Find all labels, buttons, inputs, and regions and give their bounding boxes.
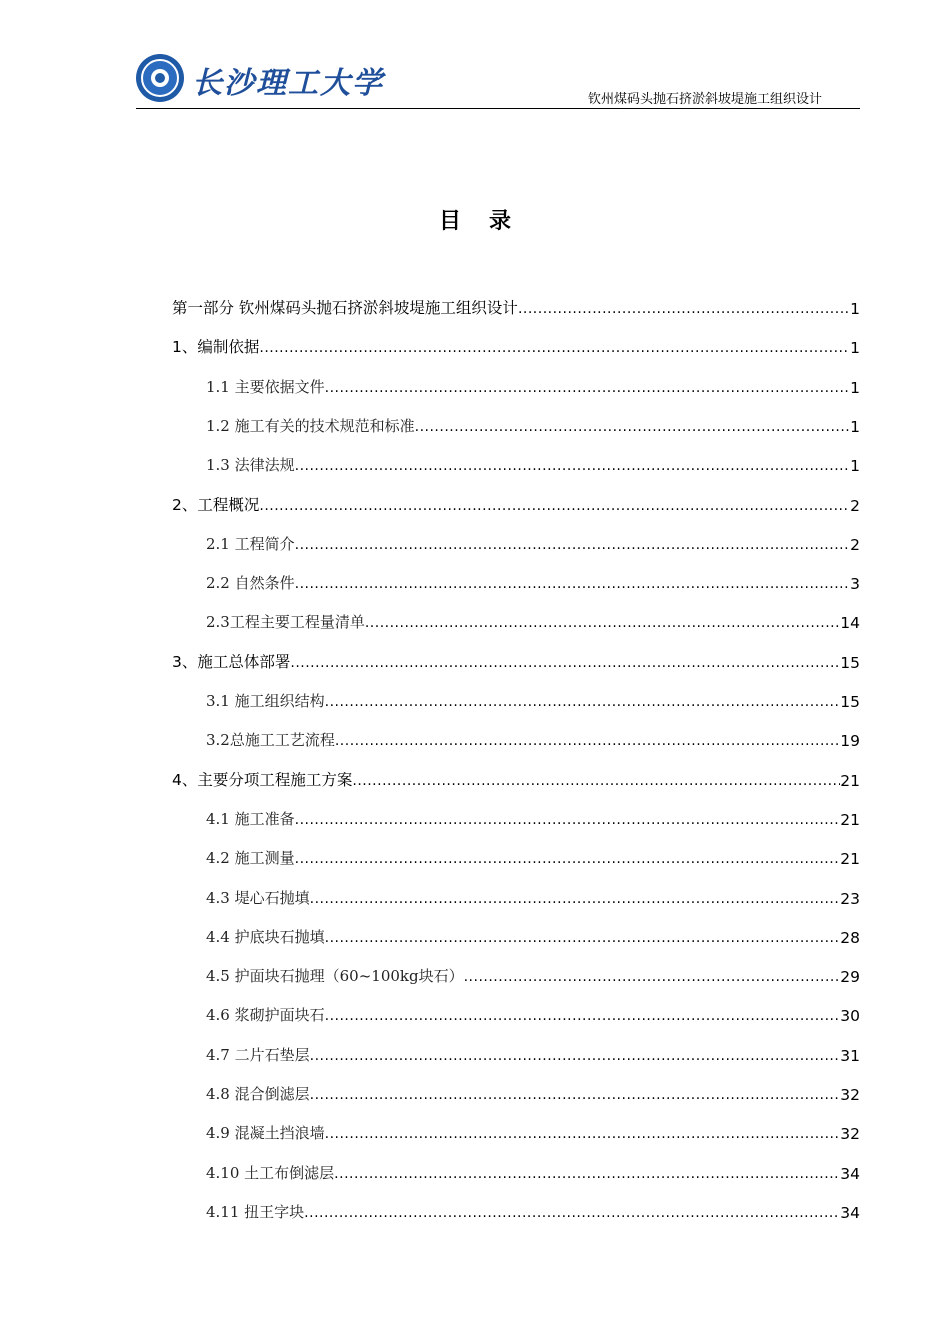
toc-entry-page: 1 (850, 457, 860, 476)
toc-entry[interactable] (206, 923, 860, 947)
toc-entry-label: 4、主要分项工程施工方案 (172, 770, 353, 789)
toc-entry-label: 2、工程概况 (172, 495, 260, 514)
toc-entry[interactable] (206, 1198, 860, 1222)
toc-dot-leader (365, 615, 840, 632)
document-header-title: 钦州煤码头抛石挤淤斜坡堤施工组织设计 (587, 92, 822, 107)
toc-entry[interactable] (172, 766, 860, 790)
toc-dot-leader (518, 301, 850, 318)
toc-entry-page: 23 (840, 889, 860, 908)
toc-heading-char-1: 目 (438, 209, 461, 234)
toc-entry-page: 31 (840, 1046, 860, 1065)
toc-entry-label: 4.9 混凝土挡浪墙 (206, 1124, 325, 1143)
toc-entry-label: 4.8 混合倒滤层 (206, 1085, 310, 1103)
toc-entry-label: 3.2总施工工艺流程 (206, 731, 335, 750)
page-header (136, 52, 860, 109)
toc-entry[interactable] (206, 1080, 860, 1104)
toc-dot-leader (310, 1087, 841, 1104)
toc-entry-label: 4.4 护底块石抛填 (206, 927, 325, 946)
toc-heading (0, 204, 950, 235)
toc-entry-label: 2.3工程主要工程量清单 (206, 613, 365, 632)
toc-dot-leader (335, 733, 840, 750)
toc-entry[interactable] (206, 1001, 860, 1025)
toc-dot-leader (325, 1008, 841, 1025)
toc-entry-label: 1、编制依据 (172, 338, 260, 357)
toc-entry-page: 15 (840, 653, 860, 672)
toc-entry-page: 15 (840, 693, 860, 711)
toc-entry-label: 1.2 施工有关的技术规范和标准 (206, 416, 415, 435)
toc-dot-leader (325, 930, 841, 947)
toc-entry-label: 4.7 二片石垫层 (206, 1045, 310, 1064)
toc-entry-page: 1 (850, 339, 860, 358)
toc-entry-label: 4.3 堤心石抛填 (206, 888, 310, 907)
toc-entry[interactable] (172, 294, 860, 318)
toc-entry-page: 19 (840, 732, 860, 751)
toc-entry[interactable] (172, 333, 860, 357)
toc-dot-leader (259, 340, 850, 357)
toc-entry[interactable] (206, 884, 860, 908)
toc-entry[interactable] (206, 687, 860, 711)
toc-entry-page: 1 (850, 378, 860, 397)
toc-entry-page: 28 (840, 928, 860, 947)
toc-entry[interactable] (206, 805, 860, 829)
toc-dot-leader (310, 1048, 841, 1065)
toc-entry-page: 21 (840, 771, 860, 790)
toc-entry[interactable] (206, 451, 860, 475)
toc-entry-label: 3、施工总体部署 (172, 652, 291, 671)
toc-entry[interactable] (206, 844, 860, 868)
toc-entry-page: 30 (840, 1007, 860, 1026)
toc-entry-label: 2.1 工程简介 (206, 534, 295, 553)
toc-entry-page: 34 (840, 1203, 860, 1222)
toc-dot-leader (290, 655, 840, 672)
toc-entry[interactable] (206, 1041, 860, 1065)
toc-entry-label: 4.2 施工测量 (206, 849, 295, 868)
toc-dot-leader (259, 498, 850, 515)
toc-entry-page: 2 (850, 496, 860, 515)
toc-dot-leader (295, 812, 841, 829)
toc-dot-leader (325, 380, 851, 397)
toc-dot-leader (295, 458, 851, 475)
university-seal-icon (136, 54, 184, 102)
toc-entry[interactable] (206, 569, 860, 593)
university-logo-text: 长沙理工大学 (192, 66, 384, 101)
toc-entry[interactable] (206, 608, 860, 632)
toc-dot-leader (415, 419, 851, 436)
toc-entry-page: 21 (840, 810, 860, 829)
toc-dot-leader (295, 537, 851, 554)
toc-entry-label: 1.3 法律法规 (206, 456, 295, 475)
toc-dot-leader (464, 969, 841, 986)
toc-entry[interactable] (206, 962, 860, 986)
toc-dot-leader (295, 851, 841, 868)
toc-entry-label: 第一部分 钦州煤码头抛石挤淤斜坡堤施工组织设计 (172, 299, 518, 317)
toc-entry[interactable] (206, 412, 860, 436)
toc-entry-label: 2.2 自然条件 (206, 574, 295, 593)
toc-dot-leader (352, 773, 840, 790)
toc-entry[interactable] (172, 648, 860, 672)
toc-entry-label: 3.1 施工组织结构 (206, 692, 325, 710)
toc-entry-page: 3 (850, 575, 860, 594)
toc-entry-label: 4.6 浆砌护面块石 (206, 1006, 325, 1025)
toc-entry-page: 29 (840, 968, 860, 987)
toc-dot-leader (325, 1126, 841, 1143)
toc-entry-page: 14 (840, 614, 860, 633)
toc-entry-page: 34 (840, 1164, 860, 1183)
toc-entry[interactable] (206, 726, 860, 750)
toc-entry-label: 4.5 护面块石抛理（60~100kg块石） (206, 967, 464, 986)
toc-dot-leader (295, 576, 851, 593)
toc-dot-leader (304, 1205, 840, 1222)
toc-entry-page: 32 (840, 1086, 860, 1104)
toc-entry-label: 4.11 扭王字块 (206, 1202, 305, 1221)
toc-entry-page: 32 (840, 1125, 860, 1144)
toc-entry-label: 1.1 主要依据文件 (206, 377, 325, 396)
toc-dot-leader (325, 694, 841, 711)
seal-core (151, 69, 169, 87)
toc-dot-leader (310, 891, 841, 908)
toc-entry[interactable] (206, 1119, 860, 1143)
toc-entry-page: 2 (850, 535, 860, 554)
toc-dot-leader (334, 1166, 840, 1183)
toc-heading-char-2: 录 (489, 209, 512, 234)
toc-entry-page: 1 (850, 417, 860, 436)
toc-entry-label: 4.10 土工布倒滤层 (206, 1163, 335, 1182)
toc-entry[interactable] (206, 1159, 860, 1183)
toc-entry[interactable] (206, 530, 860, 554)
toc-entry[interactable] (206, 373, 860, 397)
toc-entry-page: 1 (850, 300, 860, 318)
toc-entry-label: 4.1 施工准备 (206, 809, 295, 828)
toc-entry[interactable] (172, 491, 860, 515)
toc-entry-page: 21 (840, 850, 860, 869)
